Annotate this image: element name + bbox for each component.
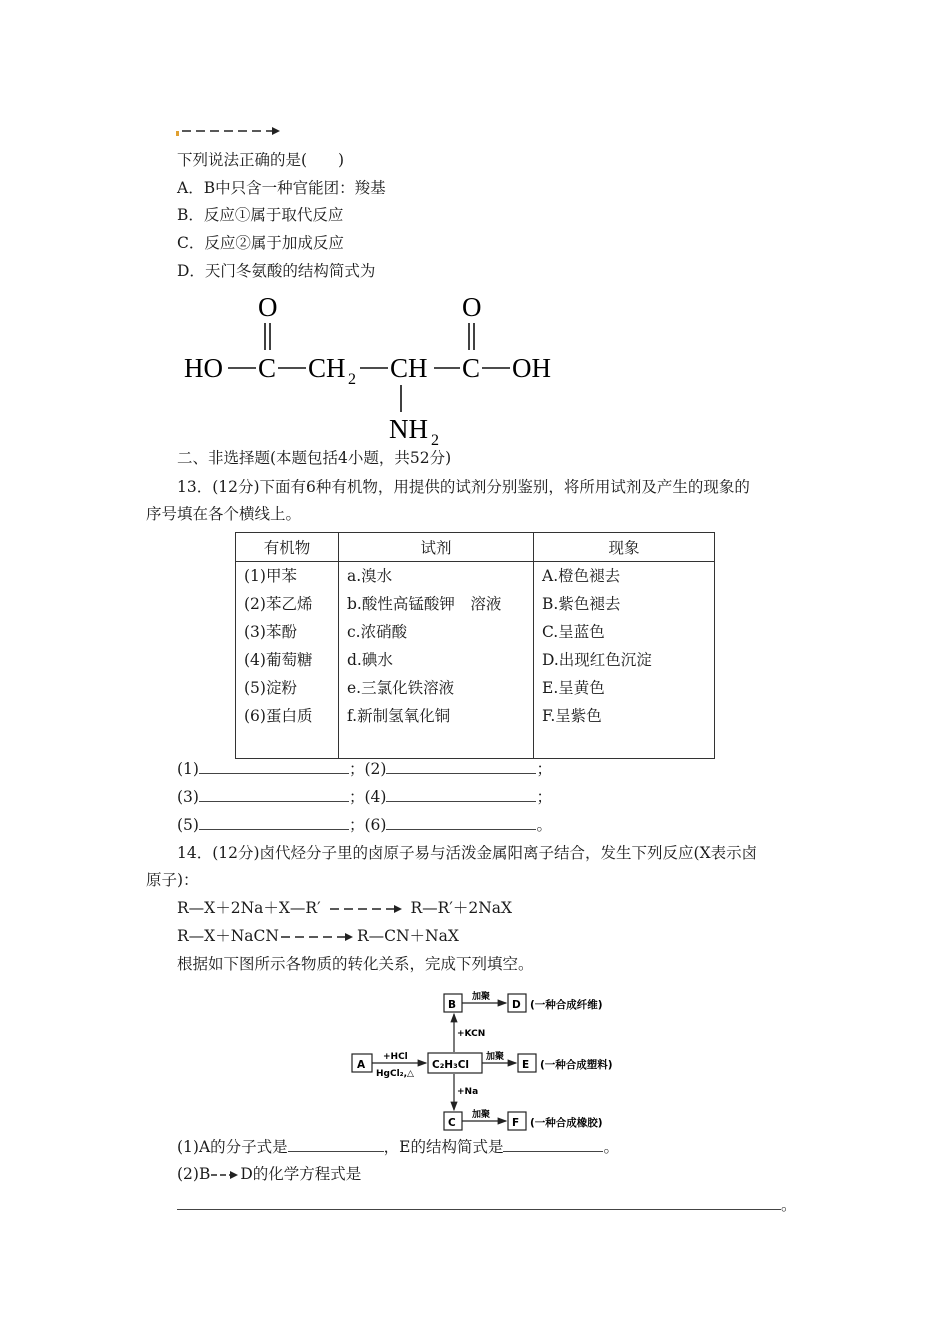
reagent-list — [339, 562, 534, 759]
option-c: C．反应②属于加成反应 — [177, 234, 344, 252]
label-kcn: +KCN — [457, 1029, 486, 1039]
node-f: F — [512, 1117, 520, 1129]
note-e: (一种合成塑料) — [540, 1059, 613, 1071]
node-b: B — [448, 999, 457, 1011]
organic-item: (5)淀粉 — [244, 679, 297, 697]
hydroxyl-left: HO — [184, 353, 223, 383]
answer-row-1: (1) ；(2) ； — [177, 760, 552, 778]
question-14-stem-2: 原子)： — [146, 871, 199, 889]
phenomenon-list — [534, 562, 715, 759]
answer-blank-1[interactable] — [199, 759, 349, 774]
carbonyl-o-right: O — [462, 292, 482, 322]
organic-item: (3)苯酚 — [244, 623, 297, 641]
answer-blank-4[interactable] — [386, 787, 536, 802]
note-d: (一种合成纤维) — [530, 999, 603, 1011]
reagent-item: d.碘水 — [347, 651, 393, 669]
organic-item: (1)甲苯 — [244, 567, 297, 585]
dashed-arrow — [326, 903, 406, 915]
label-na: +Na — [457, 1087, 479, 1097]
label-hcl: +HCl — [383, 1052, 408, 1062]
carbon-2: C — [462, 353, 481, 383]
answer-blank-3[interactable] — [199, 787, 349, 802]
question-14-part-2: (2)B D的化学方程式是 — [177, 1165, 362, 1183]
dashed-arrow — [210, 1169, 240, 1181]
hydroxyl-right: OH — [512, 353, 551, 383]
methylene-ch: CH — [308, 353, 346, 383]
equation-answer-line: 。 — [177, 1194, 797, 1216]
reagent-table — [235, 532, 715, 759]
label-hgcl2: HgCl₂,△ — [376, 1069, 414, 1079]
question-12-prompt: 下列说法正确的是( ) — [177, 151, 345, 169]
amino-sub: 2 — [431, 432, 439, 449]
reaction-2: R—X＋NaCN R—CN＋NaX — [177, 927, 459, 945]
node-c2h3cl: C₂H₃Cl — [432, 1059, 469, 1071]
header-phenomenon: 现象 — [534, 533, 715, 562]
organic-item: (2)苯乙烯 — [244, 595, 313, 613]
question-14-stem-1: 14．(12分)卤代烃分子里的卤原子易与活泼金属阳离子结合，发生下列反应(X表示卤 — [177, 844, 758, 862]
phenomenon-item: A.橙色褪去 — [542, 567, 621, 585]
alpha-carbon: CH — [390, 353, 428, 383]
aspartic-acid-structure — [180, 290, 570, 450]
question-13-stem-2: 序号填在各个横线上。 — [146, 505, 302, 523]
node-d: D — [512, 999, 521, 1011]
option-b: B．反应①属于取代反应 — [177, 206, 344, 224]
phenomenon-item: B.紫色褪去 — [542, 595, 621, 613]
header-organic: 有机物 — [236, 533, 339, 562]
phenomenon-item: F.呈紫色 — [542, 707, 602, 725]
formula-a-blank[interactable] — [288, 1137, 384, 1152]
reagent-item: e.三氯化铁溶液 — [347, 679, 455, 697]
phenomenon-item: D.出现红色沉淀 — [542, 651, 652, 669]
conversion-scheme — [350, 984, 650, 1136]
carbonyl-o-left: O — [258, 292, 278, 322]
carbon-1: C — [258, 353, 277, 383]
label-polymerize-e: 加聚 — [486, 1052, 505, 1062]
methylene-sub: 2 — [348, 371, 356, 388]
reaction-1: R—X＋2Na＋X—R′ R—R′＋2NaX — [177, 899, 513, 917]
option-d: D．天门冬氨酸的结构简式为 — [177, 262, 376, 280]
answer-row-2: (3) ；(4) ； — [177, 788, 552, 806]
reagent-item: a.溴水 — [347, 567, 393, 585]
phenomenon-item: E.呈黄色 — [542, 679, 605, 697]
equation-blank[interactable] — [177, 1195, 781, 1210]
reagent-item: b.酸性高锰酸钾 溶液 — [347, 595, 502, 613]
scheme-intro: 根据如下图所示各物质的转化关系，完成下列填空。 — [177, 955, 534, 973]
organic-item: (4)葡萄糖 — [244, 651, 313, 669]
answer-row-3: (5) ；(6) 。 — [177, 816, 552, 834]
organic-list — [236, 562, 339, 759]
node-a: A — [357, 1059, 366, 1071]
section-2-heading: 二、非选择题(本题包括4小题，共52分) — [177, 449, 452, 467]
reagent-item: f.新制氢氧化铜 — [347, 707, 451, 725]
answer-blank-2[interactable] — [386, 759, 536, 774]
dashed-arrow — [279, 931, 357, 943]
amino-nh: NH — [389, 414, 428, 444]
node-c: C — [448, 1117, 456, 1129]
dashed-arrow — [176, 124, 286, 138]
label-polymerize-c: 加聚 — [472, 1110, 491, 1120]
node-e: E — [522, 1059, 530, 1071]
reagent-item: c.浓硝酸 — [347, 623, 408, 641]
phenomenon-item: C.呈蓝色 — [542, 623, 605, 641]
label-polymerize-b: 加聚 — [472, 992, 491, 1002]
question-14-part-1: (1)A的分子式是 ，E的结构简式是 。 — [177, 1138, 619, 1156]
option-a: A．B中只含一种官能团：羧基 — [177, 179, 386, 197]
structure-e-blank[interactable] — [503, 1137, 603, 1152]
question-13-stem-1: 13．(12分)下面有6种有机物，用提供的试剂分别鉴别，将所用试剂及产生的现象的 — [177, 478, 750, 496]
note-f: (一种合成橡胶) — [530, 1117, 603, 1129]
answer-blank-5[interactable] — [199, 815, 349, 830]
header-reagent: 试剂 — [339, 533, 534, 562]
organic-item: (6)蛋白质 — [244, 707, 313, 725]
answer-blank-6[interactable] — [386, 815, 536, 830]
